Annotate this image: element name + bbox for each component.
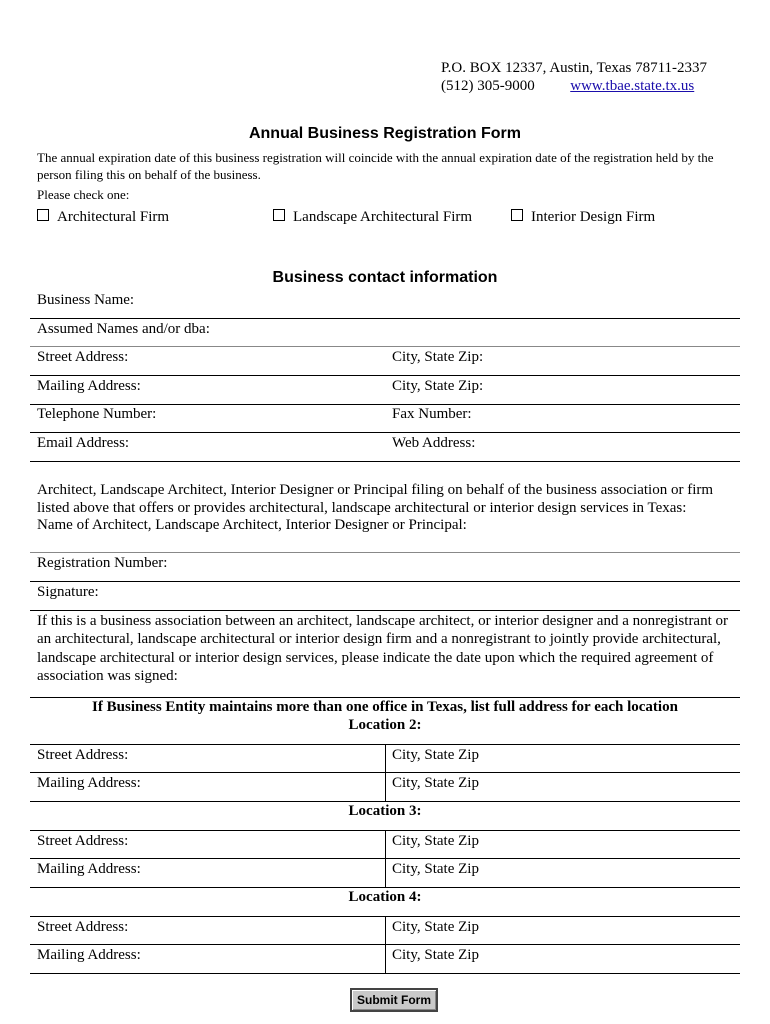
divider [30,944,740,945]
association-text: If this is a business association between an architect, landscape architect, or interior designer and a nonregistrant or an architectural, landscape architectural or interior design firm and a nonregistrant to jointly provide architectural, landscape architectural or interior design services, please indicate the date upon which the required agreement of association was signed: [37,613,729,684]
divider [30,772,740,773]
location-4-street-label: Street Address: [37,919,129,935]
location-2-mailing-label: Mailing Address: [37,775,141,791]
landscape-firm-label: Landscape Architectural Firm [293,209,473,225]
divider [30,801,740,802]
mailing-address-label: Mailing Address: [37,378,141,394]
location-4-city-label: City, State Zip [392,919,479,935]
architectural-firm-label: Architectural Firm [57,209,170,225]
divider [30,346,740,347]
fax-label: Fax Number: [392,406,472,422]
web-address-label: Web Address: [392,435,476,451]
location-3-city-label: City, State Zip [392,833,479,849]
divider [30,973,740,974]
submit-form-button[interactable]: Submit Form [350,988,438,1012]
divider [30,887,740,888]
divider [30,375,740,376]
form-title: Annual Business Registration Form [248,125,522,142]
principal-text: Architect, Landscape Architect, Interior Designer or Principal filing on behalf of the business association or firm listed above that offers or provides architectural, landscape architectural or interior design services in Texas: [37,482,714,516]
location-3-mailing-city-label: City, State Zip [392,861,479,877]
divider [30,697,740,698]
agency-address: P.O. BOX 12337, Austin, Texas 78711-2337 [441,60,708,76]
locations-heading: If Business Entity maintains more than one office in Texas, list full address for each location [92,699,678,715]
location-4-mailing-label: Mailing Address: [37,947,141,963]
interior-firm-label: Interior Design Firm [531,209,656,225]
check-prompt: Please check one: [37,187,130,202]
registration-number-label: Registration Number: [37,555,168,571]
divider [30,461,740,462]
location-3-mailing-label: Mailing Address: [37,861,141,877]
location-2-mailing-city-label: City, State Zip [392,775,479,791]
street-address-label: Street Address: [37,349,129,365]
contact-section-title: Business contact information [272,269,498,286]
location-4-title: Location 4: [348,889,422,905]
divider [30,404,740,405]
location-3-street-label: Street Address: [37,833,129,849]
divider [30,581,740,582]
mailing-city-state-zip-label: City, State Zip: [392,378,484,394]
city-state-zip-label: City, State Zip: [392,349,484,365]
agency-website-link[interactable]: www.tbae.state.tx.us [570,78,695,94]
divider [30,552,740,553]
divider [30,318,740,319]
divider [30,610,740,611]
firm-type-landscape[interactable] [273,209,472,226]
divider [30,432,740,433]
intro-text: The annual expiration date of this business registration will coincide with the annual expiration date of the registration held by the person filing this on behalf of the business. [37,150,714,182]
assumed-names-label: Assumed Names and/or dba: [37,321,210,337]
business-name-label: Business Name: [37,292,135,308]
landscape-firm-checkbox[interactable] [273,209,285,221]
location-2-city-label: City, State Zip [392,747,479,763]
firm-type-architectural[interactable] [37,209,169,226]
location-3-title: Location 3: [348,803,422,819]
email-label: Email Address: [37,435,130,451]
location-4-mailing-city-label: City, State Zip [392,947,479,963]
agency-contact [441,78,694,95]
signature-label: Signature: [37,584,99,600]
architectural-firm-checkbox[interactable] [37,209,49,221]
location-2-street-label: Street Address: [37,747,129,763]
divider [30,858,740,859]
telephone-label: Telephone Number: [37,406,157,422]
location-2-title: Location 2: [348,717,422,733]
principal-name-label: Name of Architect, Landscape Architect, Interior Designer or Principal: [37,517,467,533]
firm-type-interior[interactable] [511,209,655,226]
interior-firm-checkbox[interactable] [511,209,523,221]
agency-phone: (512) 305-9000 [441,78,535,94]
